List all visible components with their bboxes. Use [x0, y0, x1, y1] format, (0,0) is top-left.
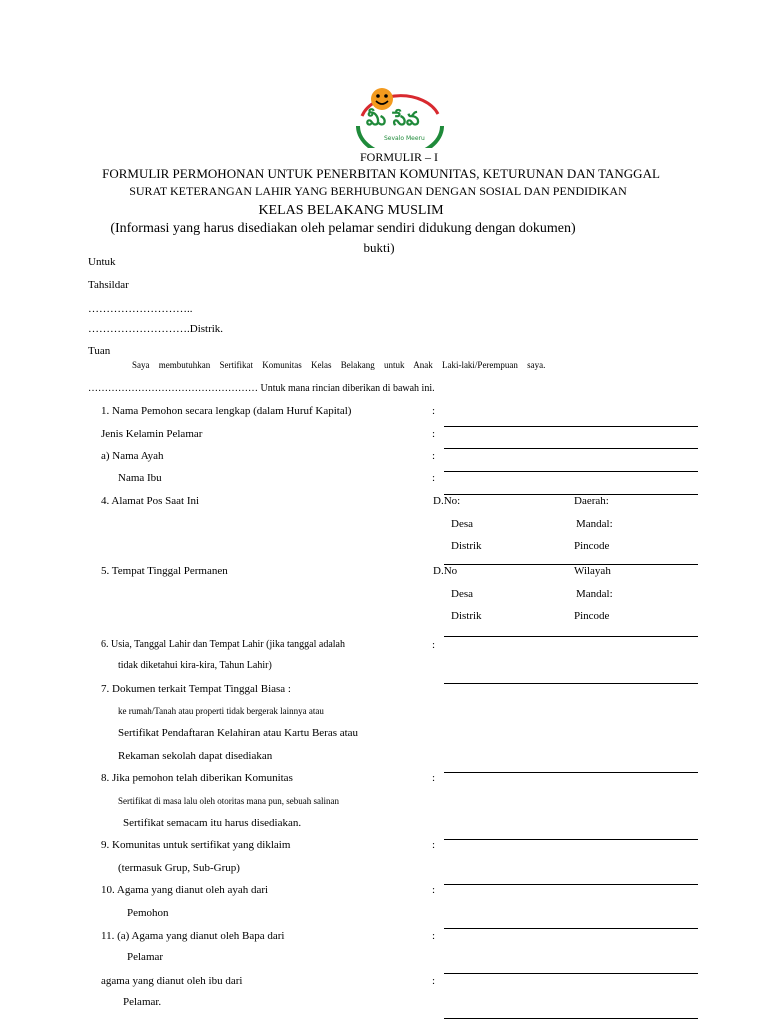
permanent-area: Wilayah [574, 565, 611, 577]
form-title-line3: KELAS BELAKANG MUSLIM [258, 203, 444, 218]
field-gender-label: Jenis Kelamin Pelamar [101, 428, 203, 440]
father-religion-label-cont: Pemohon [127, 907, 169, 919]
postal-district: Distrik [451, 540, 482, 552]
colon: : [432, 639, 436, 651]
community-label-cont: (termasuk Grup, Sub-Grup) [118, 862, 240, 874]
request-continued: …………………………………………… Untuk mana rincian diberikan di bawah ini. [88, 383, 435, 394]
residence-docs-line-a: ke rumah/Tanah atau properti tidak bergerak lainnya atau [118, 706, 324, 716]
field-age-label-cont: tidak diketahui kira-kira, Tahun Lahir) [118, 660, 272, 671]
field-postal-address-label: 4. Alamat Pos Saat Ini [101, 495, 200, 507]
address-district: ……………………….Distrik. [88, 323, 224, 335]
field-mother-religion-line[interactable] [444, 1018, 698, 1019]
postal-dno: D.No: [433, 495, 461, 507]
postal-village: Desa [451, 518, 473, 530]
form-title-line1: FORMULIR PERMOHONAN UNTUK PENERBITAN KOMUNITAS, KETURUNAN DAN TANGGAL [102, 166, 660, 181]
field-applicant-name-line[interactable] [444, 426, 698, 427]
field-mother-label: Nama Ibu [118, 472, 162, 484]
permanent-mandal: Mandal: [576, 588, 613, 600]
field-prior-certificate-label: 8. Jika pemohon telah diberikan Komunitas [101, 772, 293, 784]
field-applicant-name-label: 1. Nama Pemohon secara lengkap (dalam Huruf Kapital) [101, 405, 352, 417]
field-permanent-residence-label: 5. Tempat Tinggal Permanen [101, 565, 228, 577]
colon: : [432, 930, 436, 942]
residence-docs-line-b: Sertifikat Pendaftaran Kelahiran atau Kartu Beras atau [118, 727, 359, 739]
mother-religion-label-cont: Pelamar. [123, 996, 162, 1008]
postal-area: Daerah: [574, 495, 609, 507]
logo-subtext: Sevalo Meeru [384, 135, 425, 142]
postal-mandal: Mandal: [576, 518, 613, 530]
field-mother-religion-label: agama yang dianut oleh ibu dari [101, 975, 243, 987]
field-mother-line[interactable] [444, 494, 698, 495]
field-age-line[interactable] [444, 683, 698, 684]
field-age-label: 6. Usia, Tanggal Lahir dan Tempat Lahir (jika tanggal adalah [101, 639, 345, 650]
colon: : [432, 428, 436, 440]
meeseva-logo [352, 86, 448, 148]
permanent-address-line[interactable] [444, 636, 698, 637]
addressee-tahsildar: Tahsildar [88, 279, 129, 291]
field-community-line[interactable] [444, 839, 698, 840]
postal-address-line[interactable] [444, 564, 698, 565]
colon: : [432, 884, 436, 896]
field-residence-docs-label: 7. Dokumen terkait Tempat Tinggal Biasa : [101, 683, 291, 695]
permanent-district: Distrik [451, 610, 482, 622]
field-father-religion-label: 10. Agama yang dianut oleh ayah dari [101, 884, 269, 896]
colon: : [432, 450, 436, 462]
form-title-line4: (Informasi yang harus disediakan oleh pelamar sendiri didukung dengan dokumen) [110, 221, 576, 236]
request-text: Saya membutuhkan Sertifikat Komunitas Kelas Belakang untuk Anak Laki-laki/Perempuan saya. [132, 360, 546, 370]
colon: : [432, 772, 436, 784]
postal-pincode: Pincode [574, 540, 610, 552]
permanent-dno: D.No [433, 565, 458, 577]
form-title-line5: bukti) [363, 240, 395, 255]
residence-docs-line-c: Rekaman sekolah dapat disediakan [118, 750, 273, 762]
addressee-to: Untuk [88, 256, 116, 268]
field-father-religion-line[interactable] [444, 928, 698, 929]
field-gender-line[interactable] [444, 448, 698, 449]
permanent-pincode: Pincode [574, 610, 610, 622]
field-prior-certificate-line[interactable] [444, 772, 698, 773]
prior-certificate-line-b: Sertifikat semacam itu harus disediakan. [123, 817, 302, 829]
colon: : [432, 405, 436, 417]
field-community-line-2[interactable] [444, 884, 698, 885]
field-community-label: 9. Komunitas untuk sertifikat yang diklaim [101, 839, 291, 851]
field-father-label: a) Nama Ayah [101, 450, 164, 462]
address-dots-1: ……………………….. [88, 303, 193, 315]
field-applicant-father-religion-line[interactable] [444, 973, 698, 974]
field-applicant-father-religion-label: 11. (a) Agama yang dianut oleh Bapa dari [101, 930, 285, 942]
form-number: FORMULIR – I [359, 150, 438, 164]
permanent-village: Desa [451, 588, 473, 600]
logo-text: మీ సేవ [366, 108, 420, 130]
prior-certificate-line-a: Sertifikat di masa lalu oleh otoritas mana pun, sebuah salinan [118, 796, 339, 806]
colon: : [432, 472, 436, 484]
applicant-father-religion-label-cont: Pelamar [127, 951, 164, 963]
field-father-line[interactable] [444, 471, 698, 472]
form-title-line2: SURAT KETERANGAN LAHIR YANG BERHUBUNGAN DENGAN SOSIAL DAN PENDIDIKAN [129, 184, 627, 198]
colon: : [432, 839, 436, 851]
salutation: Tuan [88, 345, 111, 357]
colon: : [432, 975, 436, 987]
